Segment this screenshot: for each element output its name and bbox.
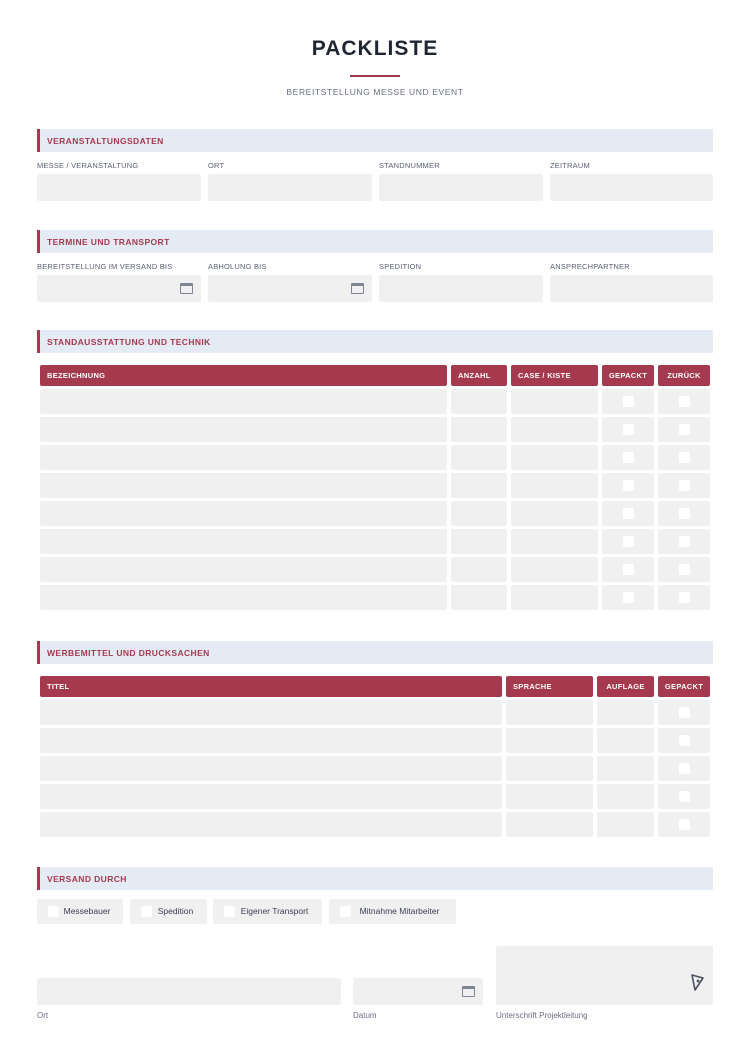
title-cell[interactable]: [40, 784, 502, 809]
column-header-language: SPRACHE: [506, 676, 593, 697]
quantity-cell[interactable]: [451, 585, 507, 610]
language-cell[interactable]: [506, 784, 593, 809]
column-header-quantity: ANZAHL: [451, 365, 507, 386]
quantity-cell[interactable]: [451, 501, 507, 526]
checkbox[interactable]: [679, 480, 690, 491]
quantity-cell[interactable]: [451, 473, 507, 498]
title-cell[interactable]: [40, 756, 502, 781]
calendar-icon[interactable]: [351, 283, 364, 294]
ready-date-field[interactable]: [37, 275, 201, 302]
case-cell[interactable]: [511, 557, 598, 582]
quantity-cell[interactable]: [451, 417, 507, 442]
checkbox[interactable]: [679, 819, 690, 830]
checkbox[interactable]: [623, 564, 634, 575]
edition-cell[interactable]: [597, 812, 654, 837]
label-location: ORT: [208, 161, 225, 170]
checkbox[interactable]: [679, 735, 690, 746]
designation-cell[interactable]: [40, 445, 447, 470]
option-exhibit-builder[interactable]: [37, 899, 123, 924]
place-label: Ort: [37, 1011, 49, 1020]
case-cell[interactable]: [511, 389, 598, 414]
packed-cell[interactable]: [602, 501, 654, 526]
label-carrier: SPEDITION: [379, 262, 422, 271]
option-label: Spedition: [157, 906, 194, 916]
packed-cell[interactable]: [602, 445, 654, 470]
checkbox[interactable]: [623, 396, 634, 407]
packed-cell[interactable]: [602, 557, 654, 582]
checkbox[interactable]: [623, 452, 634, 463]
column-header-title: TITEL: [40, 676, 502, 697]
edition-cell[interactable]: [597, 784, 654, 809]
section-header-print: [37, 641, 713, 664]
checkbox[interactable]: [679, 536, 690, 547]
section-title-transport: TERMINE UND TRANSPORT: [47, 237, 170, 247]
section-title-equipment: STANDAUSSTATTUNG UND TECHNIK: [47, 337, 211, 347]
label-ready-date: BEREITSTELLUNG IM VERSAND BIS: [37, 262, 173, 271]
checkbox[interactable]: [679, 452, 690, 463]
quantity-cell[interactable]: [451, 529, 507, 554]
checkbox[interactable]: [679, 791, 690, 802]
pen-icon: [689, 974, 705, 992]
title-cell[interactable]: [40, 812, 502, 837]
option-label: Mitnahme Mitarbeiter: [359, 906, 440, 916]
returned-cell[interactable]: [658, 529, 710, 554]
title-accent-rule: [350, 75, 400, 77]
quantity-cell[interactable]: [451, 389, 507, 414]
checkbox[interactable]: [623, 480, 634, 491]
designation-cell[interactable]: [40, 417, 447, 442]
option-own-transport[interactable]: [213, 899, 322, 924]
case-cell[interactable]: [511, 417, 598, 442]
language-cell[interactable]: [506, 756, 593, 781]
checkbox[interactable]: [679, 564, 690, 575]
checkbox[interactable]: [679, 592, 690, 603]
checkbox[interactable]: [679, 707, 690, 718]
option-label: Messebauer: [63, 906, 111, 916]
designation-cell[interactable]: [40, 389, 447, 414]
case-cell[interactable]: [511, 501, 598, 526]
designation-cell[interactable]: [40, 557, 447, 582]
checkbox[interactable]: [623, 536, 634, 547]
returned-cell[interactable]: [658, 417, 710, 442]
edition-cell[interactable]: [597, 700, 654, 725]
packed-cell[interactable]: [658, 756, 710, 781]
column-header-designation: BEZEICHNUNG: [40, 365, 447, 386]
checkbox[interactable]: [679, 396, 690, 407]
label-contact: ANSPRECHPARTNER: [550, 262, 630, 271]
place-field[interactable]: [37, 978, 341, 1005]
checkbox[interactable]: [623, 508, 634, 519]
case-cell[interactable]: [511, 529, 598, 554]
section-title-shipping: VERSAND DURCH: [47, 874, 127, 884]
carrier-field[interactable]: [379, 275, 543, 302]
returned-cell[interactable]: [658, 445, 710, 470]
date-field[interactable]: [353, 978, 483, 1005]
language-cell[interactable]: [506, 700, 593, 725]
packed-cell[interactable]: [602, 585, 654, 610]
returned-cell[interactable]: [658, 585, 710, 610]
period-field[interactable]: [550, 174, 713, 201]
label-pickup-date: ABHOLUNG BIS: [208, 262, 267, 271]
pickup-date-field[interactable]: [208, 275, 372, 302]
signature-label: Unterschrift Projektleitung: [496, 1011, 588, 1020]
returned-cell[interactable]: [658, 557, 710, 582]
returned-cell[interactable]: [658, 389, 710, 414]
returned-cell[interactable]: [658, 473, 710, 498]
option-carrier[interactable]: [130, 899, 207, 924]
column-header-packed: GEPACKT: [602, 365, 654, 386]
event-name-field[interactable]: [37, 174, 201, 201]
page-subtitle: BEREITSTELLUNG MESSE UND EVENT: [286, 87, 464, 97]
language-cell[interactable]: [506, 812, 593, 837]
column-header-returned: ZURÜCK: [658, 365, 710, 386]
stand-number-field[interactable]: [379, 174, 543, 201]
packed-cell[interactable]: [602, 473, 654, 498]
option-employee-carry[interactable]: [329, 899, 456, 924]
date-label: Datum: [353, 1011, 377, 1020]
calendar-icon[interactable]: [462, 986, 475, 997]
contact-field[interactable]: [550, 275, 713, 302]
designation-cell[interactable]: [40, 529, 447, 554]
column-header-case: CASE / KISTE: [511, 365, 598, 386]
calendar-icon[interactable]: [180, 283, 193, 294]
column-header-packed: GEPACKT: [658, 676, 710, 697]
checkbox[interactable]: [679, 763, 690, 774]
checkbox[interactable]: [623, 592, 634, 603]
option-label: Eigener Transport: [240, 906, 309, 916]
packed-cell[interactable]: [658, 784, 710, 809]
edition-cell[interactable]: [597, 728, 654, 753]
checkbox[interactable]: [679, 508, 690, 519]
designation-cell[interactable]: [40, 473, 447, 498]
label-stand-number: STANDNUMMER: [379, 161, 440, 170]
title-cell[interactable]: [40, 700, 502, 725]
page-title: PACKLISTE: [311, 37, 439, 60]
section-header-shipping: [37, 867, 713, 890]
packed-cell[interactable]: [602, 417, 654, 442]
designation-cell[interactable]: [40, 585, 447, 610]
packed-cell[interactable]: [658, 812, 710, 837]
section-header-transport: [37, 230, 713, 253]
packed-cell[interactable]: [602, 389, 654, 414]
section-title-event: VERANSTALTUNGSDATEN: [47, 136, 164, 146]
case-cell[interactable]: [511, 585, 598, 610]
section-header-event: [37, 129, 713, 152]
quantity-cell[interactable]: [451, 445, 507, 470]
edition-cell[interactable]: [597, 756, 654, 781]
label-period: ZEITRAUM: [550, 161, 590, 170]
case-cell[interactable]: [511, 445, 598, 470]
checkbox[interactable]: [623, 424, 634, 435]
packed-cell[interactable]: [658, 728, 710, 753]
case-cell[interactable]: [511, 473, 598, 498]
title-cell[interactable]: [40, 728, 502, 753]
location-field[interactable]: [208, 174, 372, 201]
section-header-equipment: [37, 330, 713, 353]
label-event-name: MESSE / VERANSTALTUNG: [37, 161, 139, 170]
checkbox[interactable]: [679, 424, 690, 435]
designation-cell[interactable]: [40, 501, 447, 526]
quantity-cell[interactable]: [451, 557, 507, 582]
packed-cell[interactable]: [658, 700, 710, 725]
returned-cell[interactable]: [658, 501, 710, 526]
language-cell[interactable]: [506, 728, 593, 753]
column-header-edition: AUFLAGE: [597, 676, 654, 697]
packed-cell[interactable]: [602, 529, 654, 554]
signature-field[interactable]: [496, 946, 713, 1005]
section-title-print: WERBEMITTEL UND DRUCKSACHEN: [47, 648, 210, 658]
